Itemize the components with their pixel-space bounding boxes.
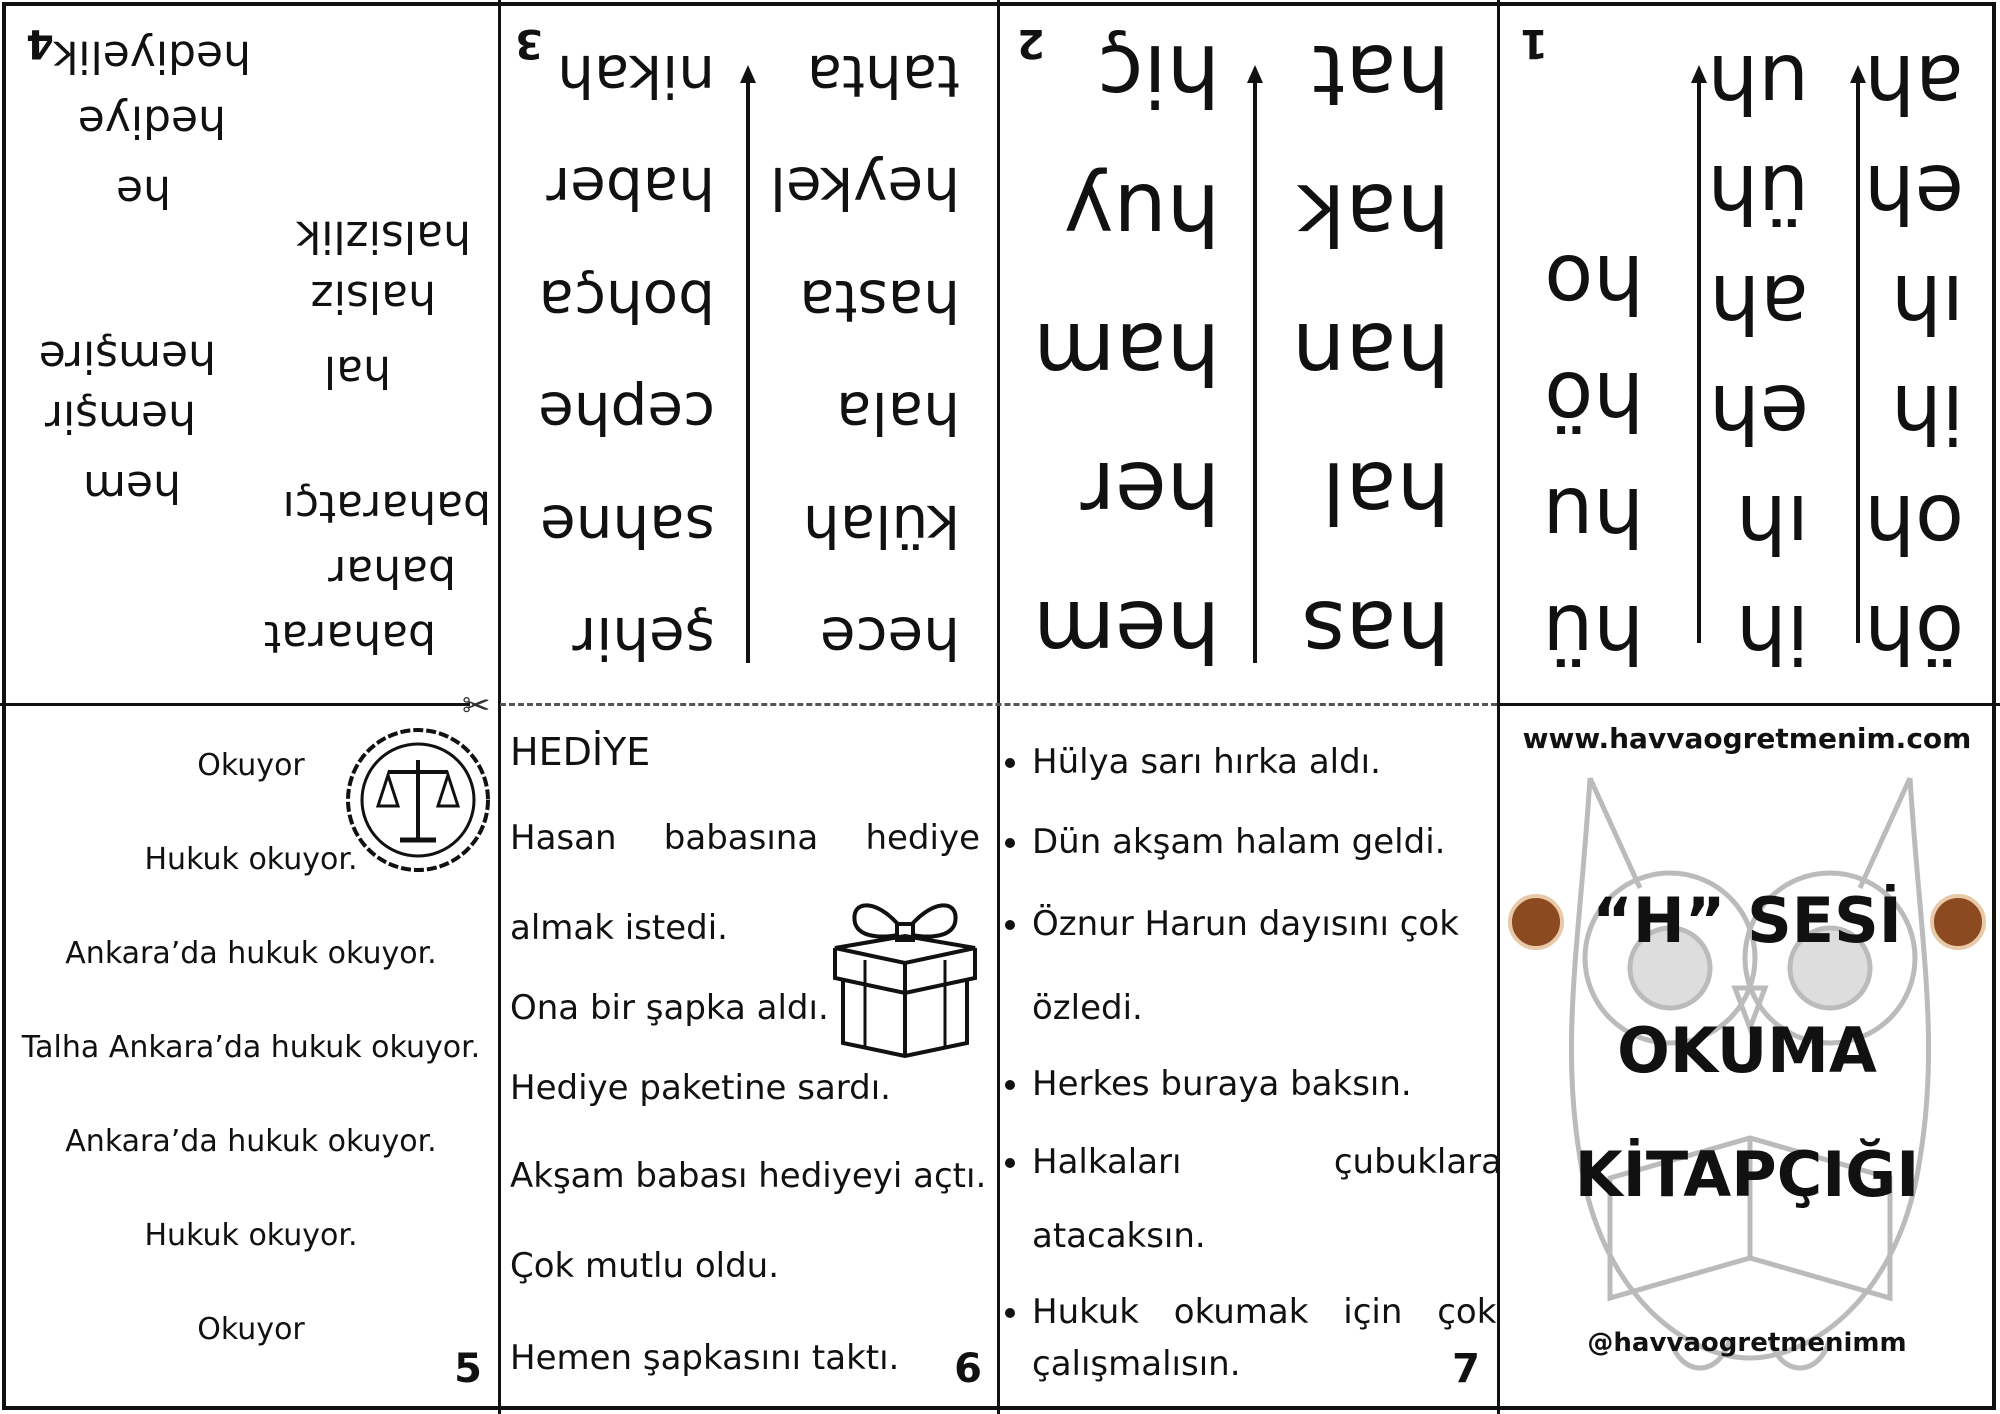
word: has (1301, 582, 1450, 680)
panel-7 (1010, 708, 1502, 1408)
page-number: 5 (454, 1346, 482, 1392)
word: hat (1312, 26, 1450, 124)
sentence-text: Herkes buraya baksın. (1032, 1064, 1412, 1104)
cover-title-line-2: OKUMA (1617, 1014, 1877, 1087)
word: ho (1544, 237, 1644, 331)
arrow-down-icon (1245, 63, 1265, 663)
word: hal (1321, 443, 1450, 541)
word: Hasan (510, 818, 617, 858)
scissors-icon: ✂ (462, 686, 491, 726)
word-column (1292, 26, 1450, 680)
reading-line: Okuyor (197, 748, 305, 783)
panel-1 (1500, 6, 1994, 703)
page-number: 3 (515, 20, 543, 66)
story-line: almak istedi. (510, 908, 728, 948)
panel-3 (501, 6, 995, 703)
word: eh (1864, 147, 1964, 240)
word: hu (1542, 470, 1644, 564)
word-column (1707, 37, 1809, 680)
word: sahne (540, 491, 715, 560)
word: ah (1709, 257, 1809, 350)
word: hiç (1097, 26, 1220, 124)
word: ih (1736, 587, 1809, 680)
arrow-down-icon (738, 63, 758, 663)
word: • Halkaları (1032, 1142, 1182, 1182)
word: hak (1296, 165, 1450, 263)
cover-title-line-3: KİTAPÇIĞI (1574, 1138, 1920, 1211)
word: halsiz (310, 271, 436, 322)
word: nikah (557, 42, 715, 111)
page-number: 7 (1452, 1346, 1480, 1392)
divider (0, 703, 470, 706)
word: hemşir (44, 391, 196, 442)
sentence (1032, 1142, 1502, 1292)
word: huy (1063, 165, 1220, 263)
arrow-down-icon (1689, 63, 1709, 643)
sentence (1032, 742, 1502, 822)
divider (997, 0, 1000, 1414)
reading-line: Hukuk okuyor. (144, 842, 358, 877)
word: hasta (799, 266, 960, 335)
reading-line: Hukuk okuyor. (144, 1218, 358, 1253)
cover-panel (1500, 708, 1994, 1408)
sentence (1032, 822, 1502, 904)
word: babasına (663, 818, 819, 858)
word: hediye (77, 96, 226, 147)
divider (1497, 703, 2000, 706)
word: çubuklara (1333, 1142, 1502, 1182)
website-text: www.havvaogretmenim.com (1522, 722, 1972, 755)
sentence-text: Dün akşam halam geldi. (1032, 822, 1446, 862)
story-title: HEDİYE (510, 730, 651, 774)
story-line (510, 818, 980, 858)
word: ah (1864, 37, 1964, 130)
word: ham (1033, 304, 1220, 402)
arrow-down-icon (1848, 63, 1868, 643)
word-column (538, 42, 715, 672)
word: ih (1891, 367, 1964, 460)
word-column (1542, 237, 1644, 680)
word: hece (819, 604, 960, 672)
word: ıh (1736, 477, 1809, 570)
sentence-text: • Öznur Harun dayısını çok (1032, 904, 1459, 944)
word: baharat (263, 611, 436, 662)
word: cephe (538, 379, 715, 448)
word: eh (1709, 367, 1809, 460)
page-number: 4 (26, 20, 54, 66)
panel-2 (1001, 6, 1495, 703)
sentence (1032, 1064, 1502, 1142)
word-column (1864, 37, 1964, 680)
word: baharatçı (282, 481, 491, 532)
gift-box-icon (825, 878, 985, 1058)
word: he (116, 166, 171, 217)
word: haber (546, 154, 715, 223)
word-column (769, 42, 960, 672)
sentence-list (1010, 742, 1502, 1384)
page-number: 2 (1017, 20, 1045, 66)
word: külah (803, 491, 960, 560)
word: hö (1544, 353, 1644, 447)
sentence-text: çalışmalısın. (1032, 1344, 1241, 1384)
sentence-text: Hülya sarı hırka aldı. (1032, 742, 1381, 782)
word-column (1033, 26, 1220, 680)
cover-title-line-1: “H” SESİ (1592, 884, 1902, 957)
word: heykel (769, 154, 960, 223)
word: uh (1707, 37, 1809, 130)
sentence-text: özledi. (1032, 988, 1143, 1028)
word: hemşire (38, 331, 216, 382)
story-line: Akşam babası hediyeyi açtı. (510, 1156, 987, 1196)
word: bahar (328, 546, 456, 597)
story-line: Hemen şapkasını taktı. (510, 1338, 900, 1378)
panel-4 (6, 6, 496, 703)
word: halsizlik (295, 211, 471, 262)
reading-line: Talha Ankara’da hukuk okuyor. (21, 1030, 481, 1065)
sentence (1032, 904, 1502, 1064)
cut-line (500, 703, 1497, 706)
word: tahta (806, 42, 960, 111)
reading-line: Ankara’da hukuk okuyor. (65, 1124, 437, 1159)
word: hal (323, 346, 391, 397)
reading-line: Okuyor (197, 1312, 305, 1347)
social-handle: @havvaogretmenimm (1587, 1328, 1907, 1358)
panel-6 (510, 708, 990, 1408)
word: hem (1033, 582, 1220, 680)
word: hediye (865, 818, 980, 858)
panel-5 (6, 708, 496, 1408)
story-line: Çok mutlu oldu. (510, 1246, 780, 1286)
word: şehir (572, 604, 715, 672)
sentence-text: atacaksın. (1032, 1216, 1206, 1256)
sentence (1032, 1292, 1502, 1384)
word: hala (836, 379, 960, 448)
word: hem (83, 461, 181, 512)
sentence-text: • Hukuk okumak için çok (1032, 1292, 1497, 1332)
word: oh (1864, 477, 1964, 570)
word: bohça (538, 266, 715, 335)
word: hü (1542, 587, 1644, 680)
word: han (1292, 304, 1450, 402)
word: her (1080, 443, 1220, 541)
word: ıh (1891, 257, 1964, 350)
word: üh (1707, 147, 1809, 240)
word: öh (1864, 587, 1964, 680)
page-number: 1 (1520, 20, 1548, 66)
story-line: Ona bir şapka aldı. (510, 988, 829, 1028)
reading-line: Ankara’da hukuk okuyor. (65, 936, 437, 971)
word: hediyelik (52, 31, 251, 82)
page-number: 6 (954, 1346, 982, 1392)
story-line: Hediye paketine sardı. (510, 1068, 891, 1108)
